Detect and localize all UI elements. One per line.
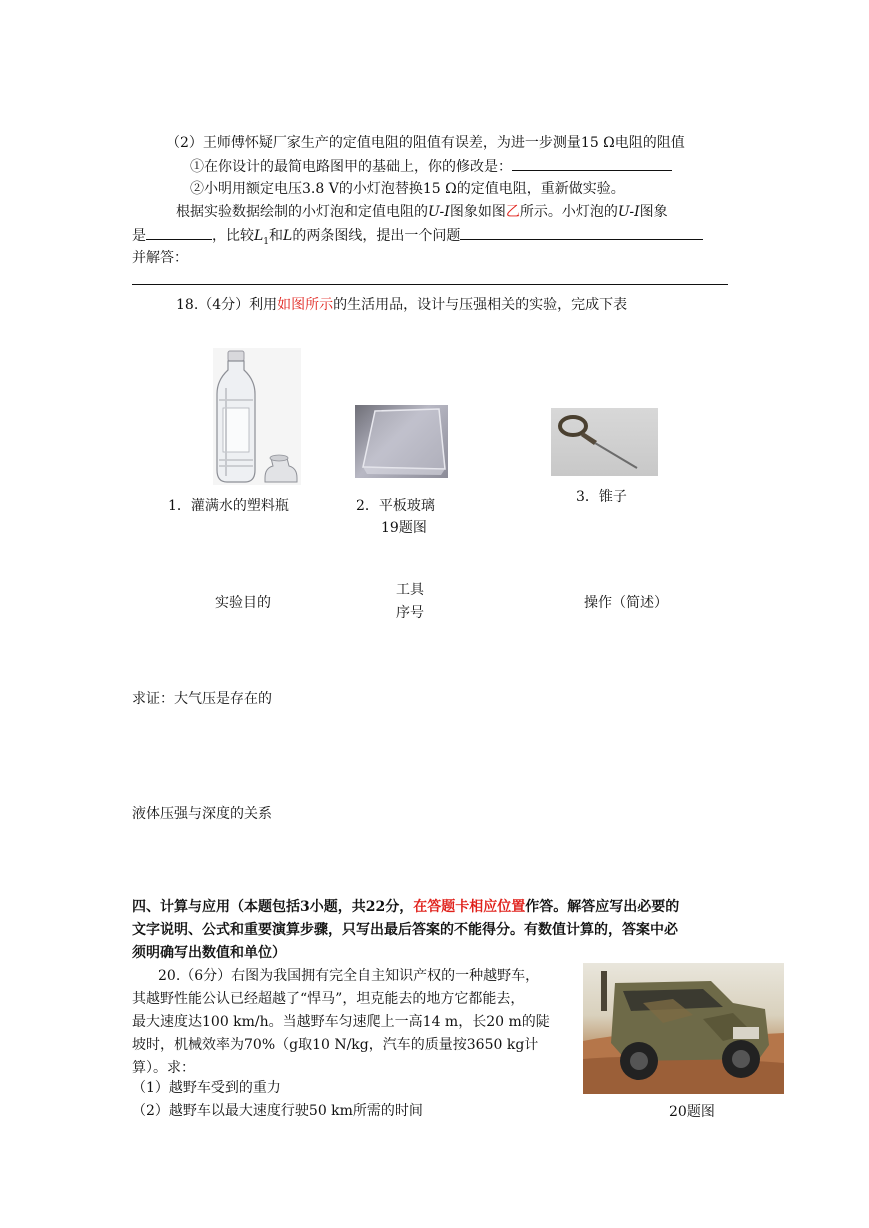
glass-plate-icon — [355, 405, 448, 478]
table-row-liquid: 液体压强与深度的关系 — [132, 806, 272, 822]
q20-line-3: 最大速度达100 km/h。当越野车匀速爬上一高14 m，长20 m的陡 — [132, 1014, 550, 1030]
section4-title-a: 四、计算与应用（本题包括3小题，共22分， — [132, 899, 414, 915]
q17-step1-text: ①在你设计的最简电路图甲的基础上，你的修改是： — [190, 159, 512, 175]
q17-line3 — [176, 201, 668, 221]
q17-line4-d: 的两条图线，提出一个问题 — [292, 228, 461, 244]
answer-blank[interactable] — [460, 224, 703, 240]
ui-symbol: U-I — [617, 204, 640, 220]
q20-line-5: 算）。求： — [132, 1060, 195, 1076]
l-symbol: L — [283, 228, 293, 244]
off-road-vehicle-image — [583, 963, 784, 1094]
q20-line-4: 坡时，机械效率为70%（g取10 N/kg，汽车的质量按3650 kg计 — [132, 1037, 539, 1053]
section4-line2: 文字说明、公式和重要演算步骤，只写出最后答案的不能得分。有数值计算的，答案中必 — [132, 922, 678, 938]
answer-line[interactable] — [132, 284, 728, 285]
section4-title — [132, 896, 679, 916]
glass-plate-image — [355, 405, 448, 478]
ui-symbol: U-I — [428, 204, 450, 220]
table-header-number: 序号 — [396, 605, 424, 621]
q17-line4-b: ，比较 — [212, 228, 254, 244]
plastic-bottle-image — [213, 348, 301, 485]
q17-step2: ②小明用额定电压3.8 V的小灯泡替换15 Ω的定值电阻，重新做实验。 — [190, 181, 625, 197]
q18-num: 18.（4分）利用 — [176, 297, 278, 313]
q17-line3-a: 根据实验数据绘制的小灯泡和定值电阻的 — [176, 204, 428, 220]
q18-stem — [176, 294, 627, 314]
jeep-icon — [583, 963, 784, 1094]
item-label-bottle: 1．灌满水的塑料瓶 — [168, 498, 289, 514]
section4-line3: 须明确写出数值和单位） — [132, 945, 286, 961]
q18-red-ref: 如图所示 — [277, 297, 334, 313]
table-header-operation: 操作（简述） — [584, 595, 668, 611]
l1-subscript: 1 — [263, 236, 270, 247]
q20-line-1: 20.（6分）右图为我国拥有完全自主知识产权的一种越野车， — [158, 968, 540, 984]
q17-part2-line: （2）王师傅怀疑厂家生产的定值电阻的阻值有误差，为进一步测量15 Ω电阻的阻值 — [166, 135, 685, 151]
table-header-purpose: 实验目的 — [215, 595, 271, 611]
q17-step1 — [190, 155, 672, 176]
section4-title-red: 在答题卡相应位置 — [413, 899, 526, 915]
figure-yi-ref: 乙 — [505, 204, 520, 220]
section4-title-b: 作答。解答应写出必要的 — [525, 899, 680, 915]
q17-line5: 并解答： — [132, 250, 188, 266]
awl-image — [551, 408, 658, 476]
bottle-icon — [213, 348, 301, 485]
q17-line4 — [132, 224, 703, 247]
answer-blank[interactable] — [146, 224, 212, 240]
awl-icon — [551, 408, 658, 476]
q20-line-2: 其越野性能公认已经超越了“悍马”，坦克能去的地方它都能去， — [132, 991, 525, 1007]
table-row-atmospheric: 求证：大气压是存在的 — [132, 691, 272, 707]
q20-sub1: （1）越野车受到的重力 — [132, 1080, 281, 1096]
figure-19-caption: 19题图 — [381, 520, 427, 536]
figure-20-caption: 20题图 — [669, 1104, 715, 1120]
answer-blank[interactable] — [512, 155, 672, 171]
q18-rest: 的生活用品，设计与压强相关的实验，完成下表 — [333, 297, 628, 313]
q20-sub2: （2）越野车以最大速度行驶50 km所需的时间 — [132, 1103, 423, 1119]
table-header-tool: 工具 — [396, 582, 424, 598]
q17-line3-b: 图象如图 — [449, 204, 506, 220]
q17-line3-d: 图象 — [639, 204, 668, 220]
l1-symbol: L — [254, 228, 264, 244]
q17-line4-a: 是 — [132, 228, 146, 244]
q17-line3-c: 所示。小灯泡的 — [519, 204, 618, 220]
item-label-glass: 2．平板玻璃 — [356, 498, 435, 514]
q17-line4-c: 和 — [269, 228, 284, 244]
item-label-awl: 3．锥子 — [576, 489, 627, 505]
